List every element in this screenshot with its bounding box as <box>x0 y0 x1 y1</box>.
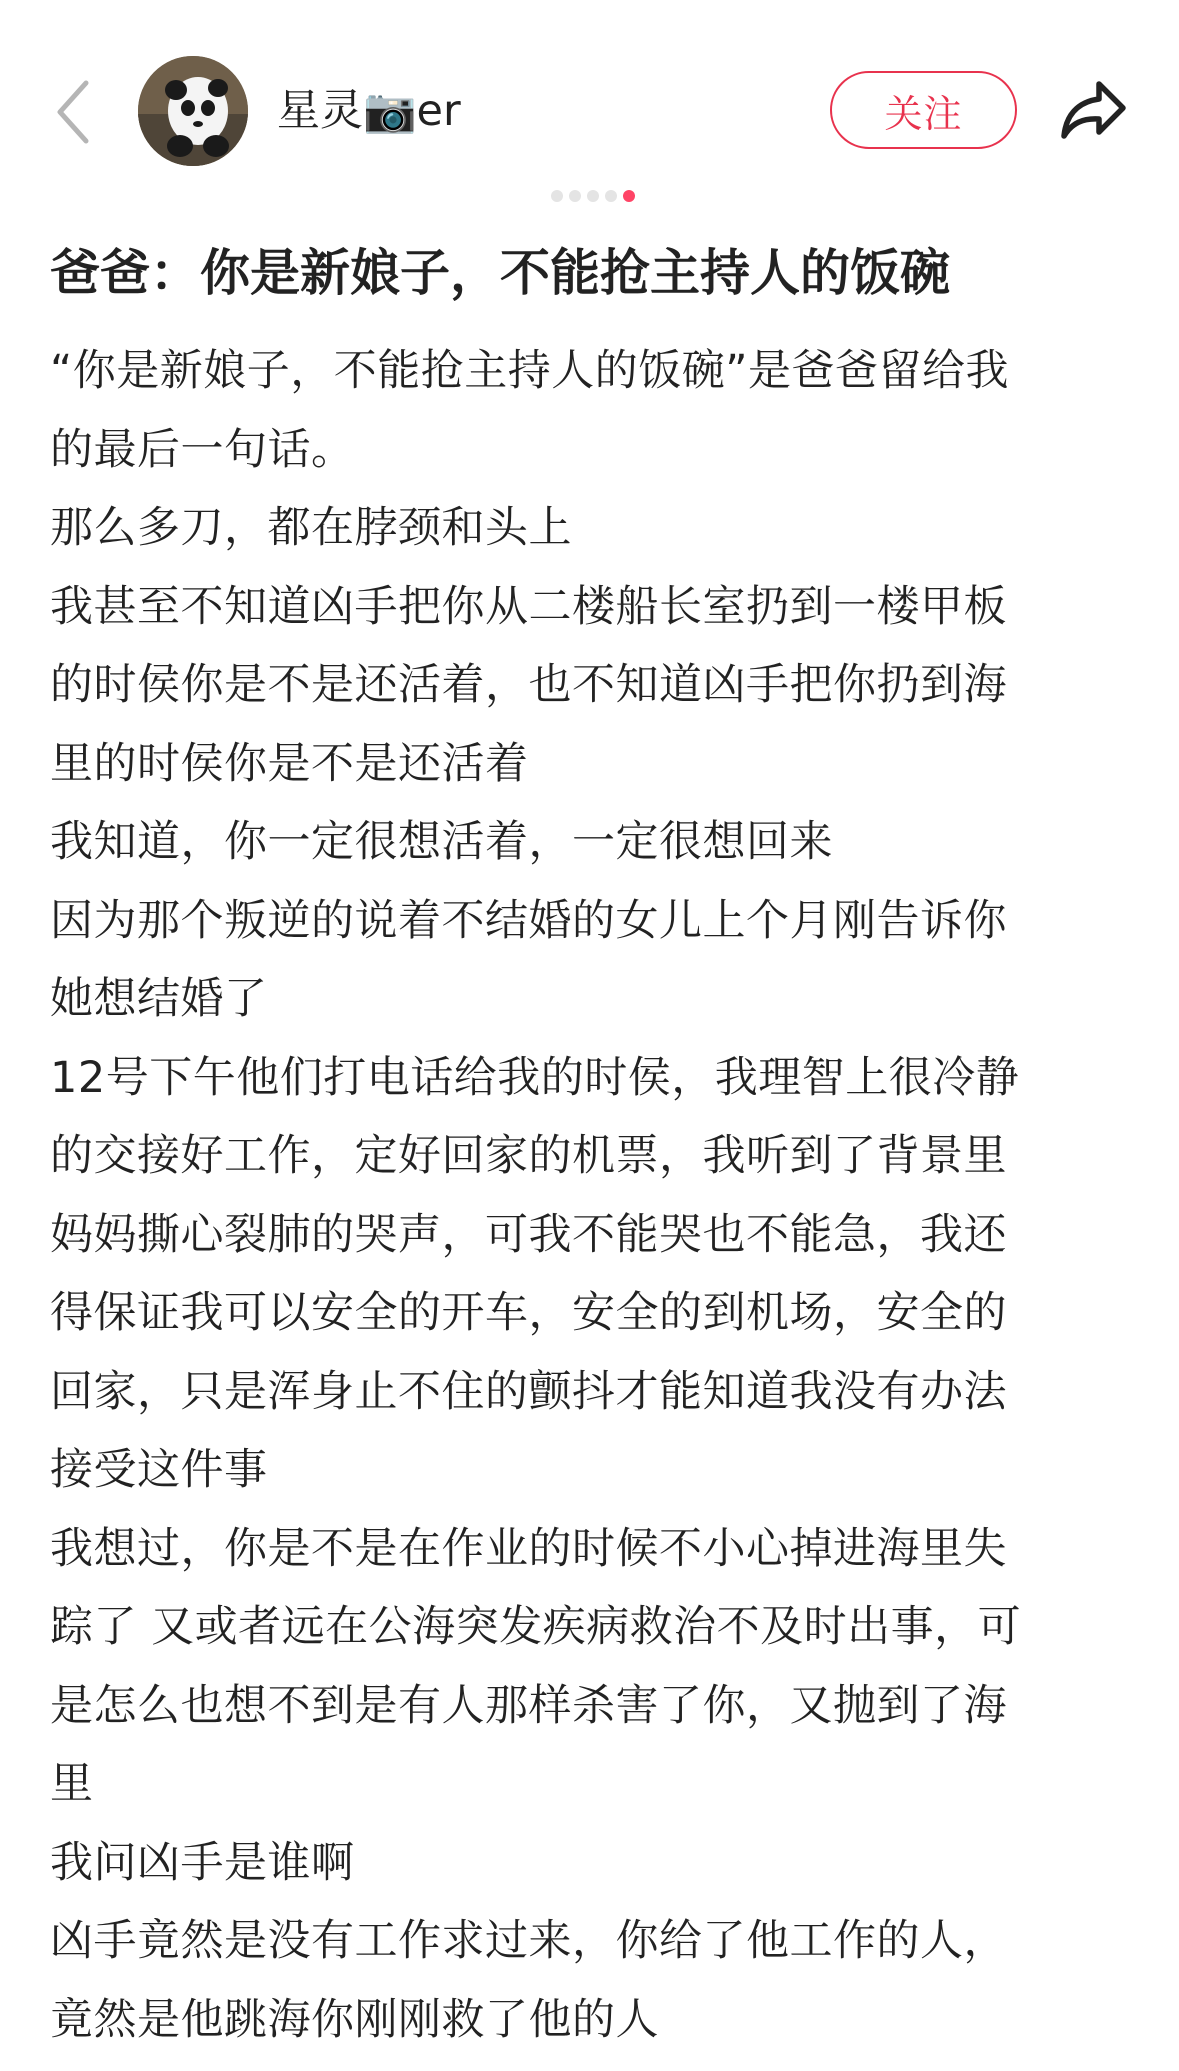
share-button[interactable] <box>1056 72 1132 148</box>
content-line: 得保证我可以安全的开车，安全的到机场，安全的 <box>50 1288 1007 1338</box>
content-line: 那么多刀，都在脖颈和头上 <box>50 503 572 553</box>
share-arrow-icon <box>1059 78 1129 142</box>
content-line: 我想过，你是不是在作业的时候不小心掉进海里失 <box>50 1523 1007 1574</box>
content-line: 里 <box>50 1759 94 1809</box>
back-button[interactable] <box>46 72 102 152</box>
panda-avatar-image <box>138 56 248 166</box>
avatar[interactable] <box>138 56 248 166</box>
content-line: 接受这件事 <box>50 1445 268 1495</box>
content-line: 里的时侯你是不是还活着 <box>50 738 529 789</box>
post-content <box>50 332 1125 2059</box>
username[interactable]: 星灵📷er <box>277 86 461 136</box>
content-line: 我甚至不知道凶手把你从二楼船长室扔到一楼甲板 <box>50 581 1007 632</box>
content-line: 妈妈撕心裂肺的哭声，可我不能哭也不能急，我还 <box>50 1209 1007 1260</box>
pagination-dot-active <box>623 190 635 202</box>
content-line: 竟然是他跳海你刚刚救了他的人 <box>50 1994 659 2045</box>
content-line: 她想结婚了 <box>50 974 268 1024</box>
top-navigation-bar <box>0 0 1179 190</box>
content-line: 12号下午他们打电话给我的时侯，我理智上很冷静 <box>50 1052 1020 1103</box>
pagination-dot <box>551 190 563 202</box>
pagination-dot <box>587 190 599 202</box>
follow-button[interactable]: 关注 <box>830 71 1017 149</box>
pagination-dot <box>605 190 617 202</box>
content-line: 的时侯你是不是还活着，也不知道凶手把你扔到海 <box>50 660 1007 710</box>
content-line: 踪了 又或者远在公海突发疾病救治不及时出事，可 <box>50 1602 1022 1652</box>
content-line: 的最后一句话。 <box>50 424 355 475</box>
content-line: 凶手竟然是没有工作求过来，你给了他工作的人， <box>50 1916 1007 1966</box>
post-title: 爸爸：你是新娘子，不能抢主持人的饭碗 <box>50 244 950 302</box>
content-line: 回家，只是浑身止不住的颤抖才能知道我没有办法 <box>50 1366 1007 1417</box>
content-line: 的交接好工作，定好回家的机票，我听到了背景里 <box>50 1131 1007 1181</box>
content-line: 因为那个叛逆的说着不结婚的女儿上个月刚告诉你 <box>50 895 1007 946</box>
content-line: 我问凶手是谁啊 <box>50 1837 355 1888</box>
content-line: 我知道，你一定很想活着，一定很想回来 <box>50 817 833 867</box>
image-pagination-dots <box>551 190 635 202</box>
pagination-dot <box>569 190 581 202</box>
content-line: 是怎么也想不到是有人那样杀害了你，又抛到了海 <box>50 1680 1007 1731</box>
chevron-left-icon <box>54 77 94 147</box>
content-line: “你是新娘子，不能抢主持人的饭碗”是爸爸留给我 <box>50 346 1010 396</box>
